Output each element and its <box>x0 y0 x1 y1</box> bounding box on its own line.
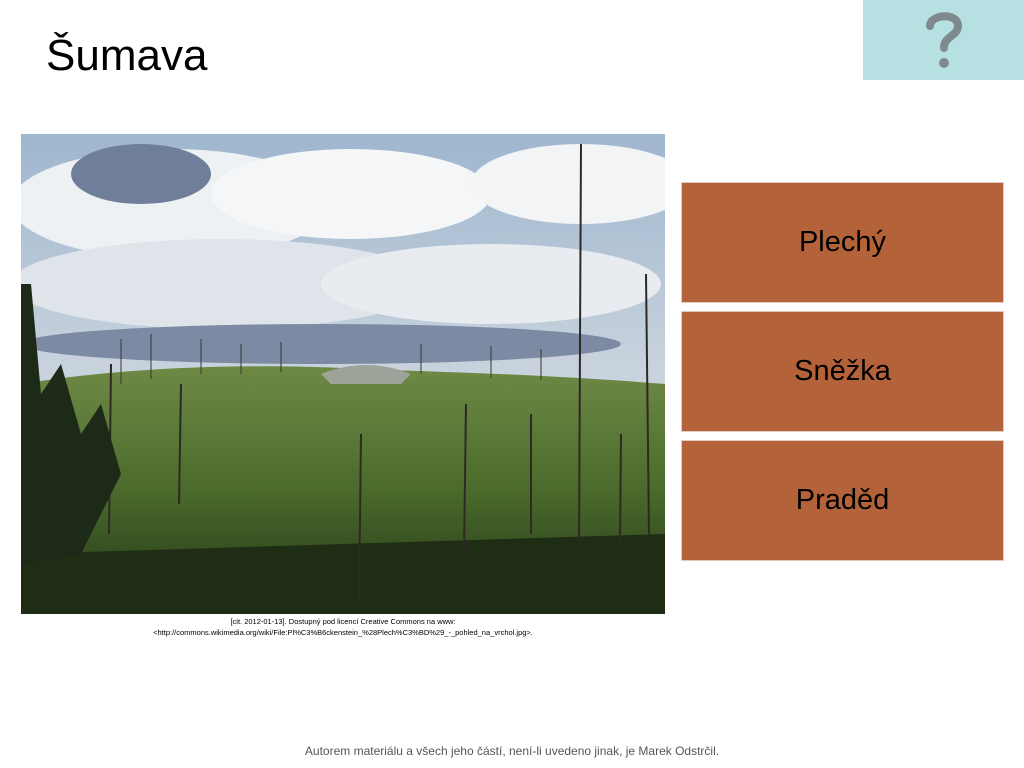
answer-button-plechy[interactable]: Plechý <box>681 182 1004 303</box>
answer-button-praded[interactable]: Praděd <box>681 440 1004 561</box>
question-mark-icon <box>922 8 966 72</box>
slide-title: Šumava <box>46 31 208 80</box>
help-button[interactable] <box>863 0 1024 80</box>
caption-line-1: [cit. 2012-01-13]. Dostupný pod licencí Creative Commons na www: <box>230 617 456 626</box>
photo-caption <box>21 616 665 638</box>
caption-line-2: <http://commons.wikimedia.org/wiki/File:Pl%C3%B6ckenstein_%28Plech%C3%BD%29_-_pohled_na_vrchol.jpg>. <box>153 628 533 637</box>
mountain-photo <box>21 134 665 614</box>
answer-button-snezka[interactable]: Sněžka <box>681 311 1004 432</box>
footer-author: Autorem materiálu a všech jeho částí, není-li uvedeno jinak, je Marek Odstrčil. <box>304 744 720 758</box>
